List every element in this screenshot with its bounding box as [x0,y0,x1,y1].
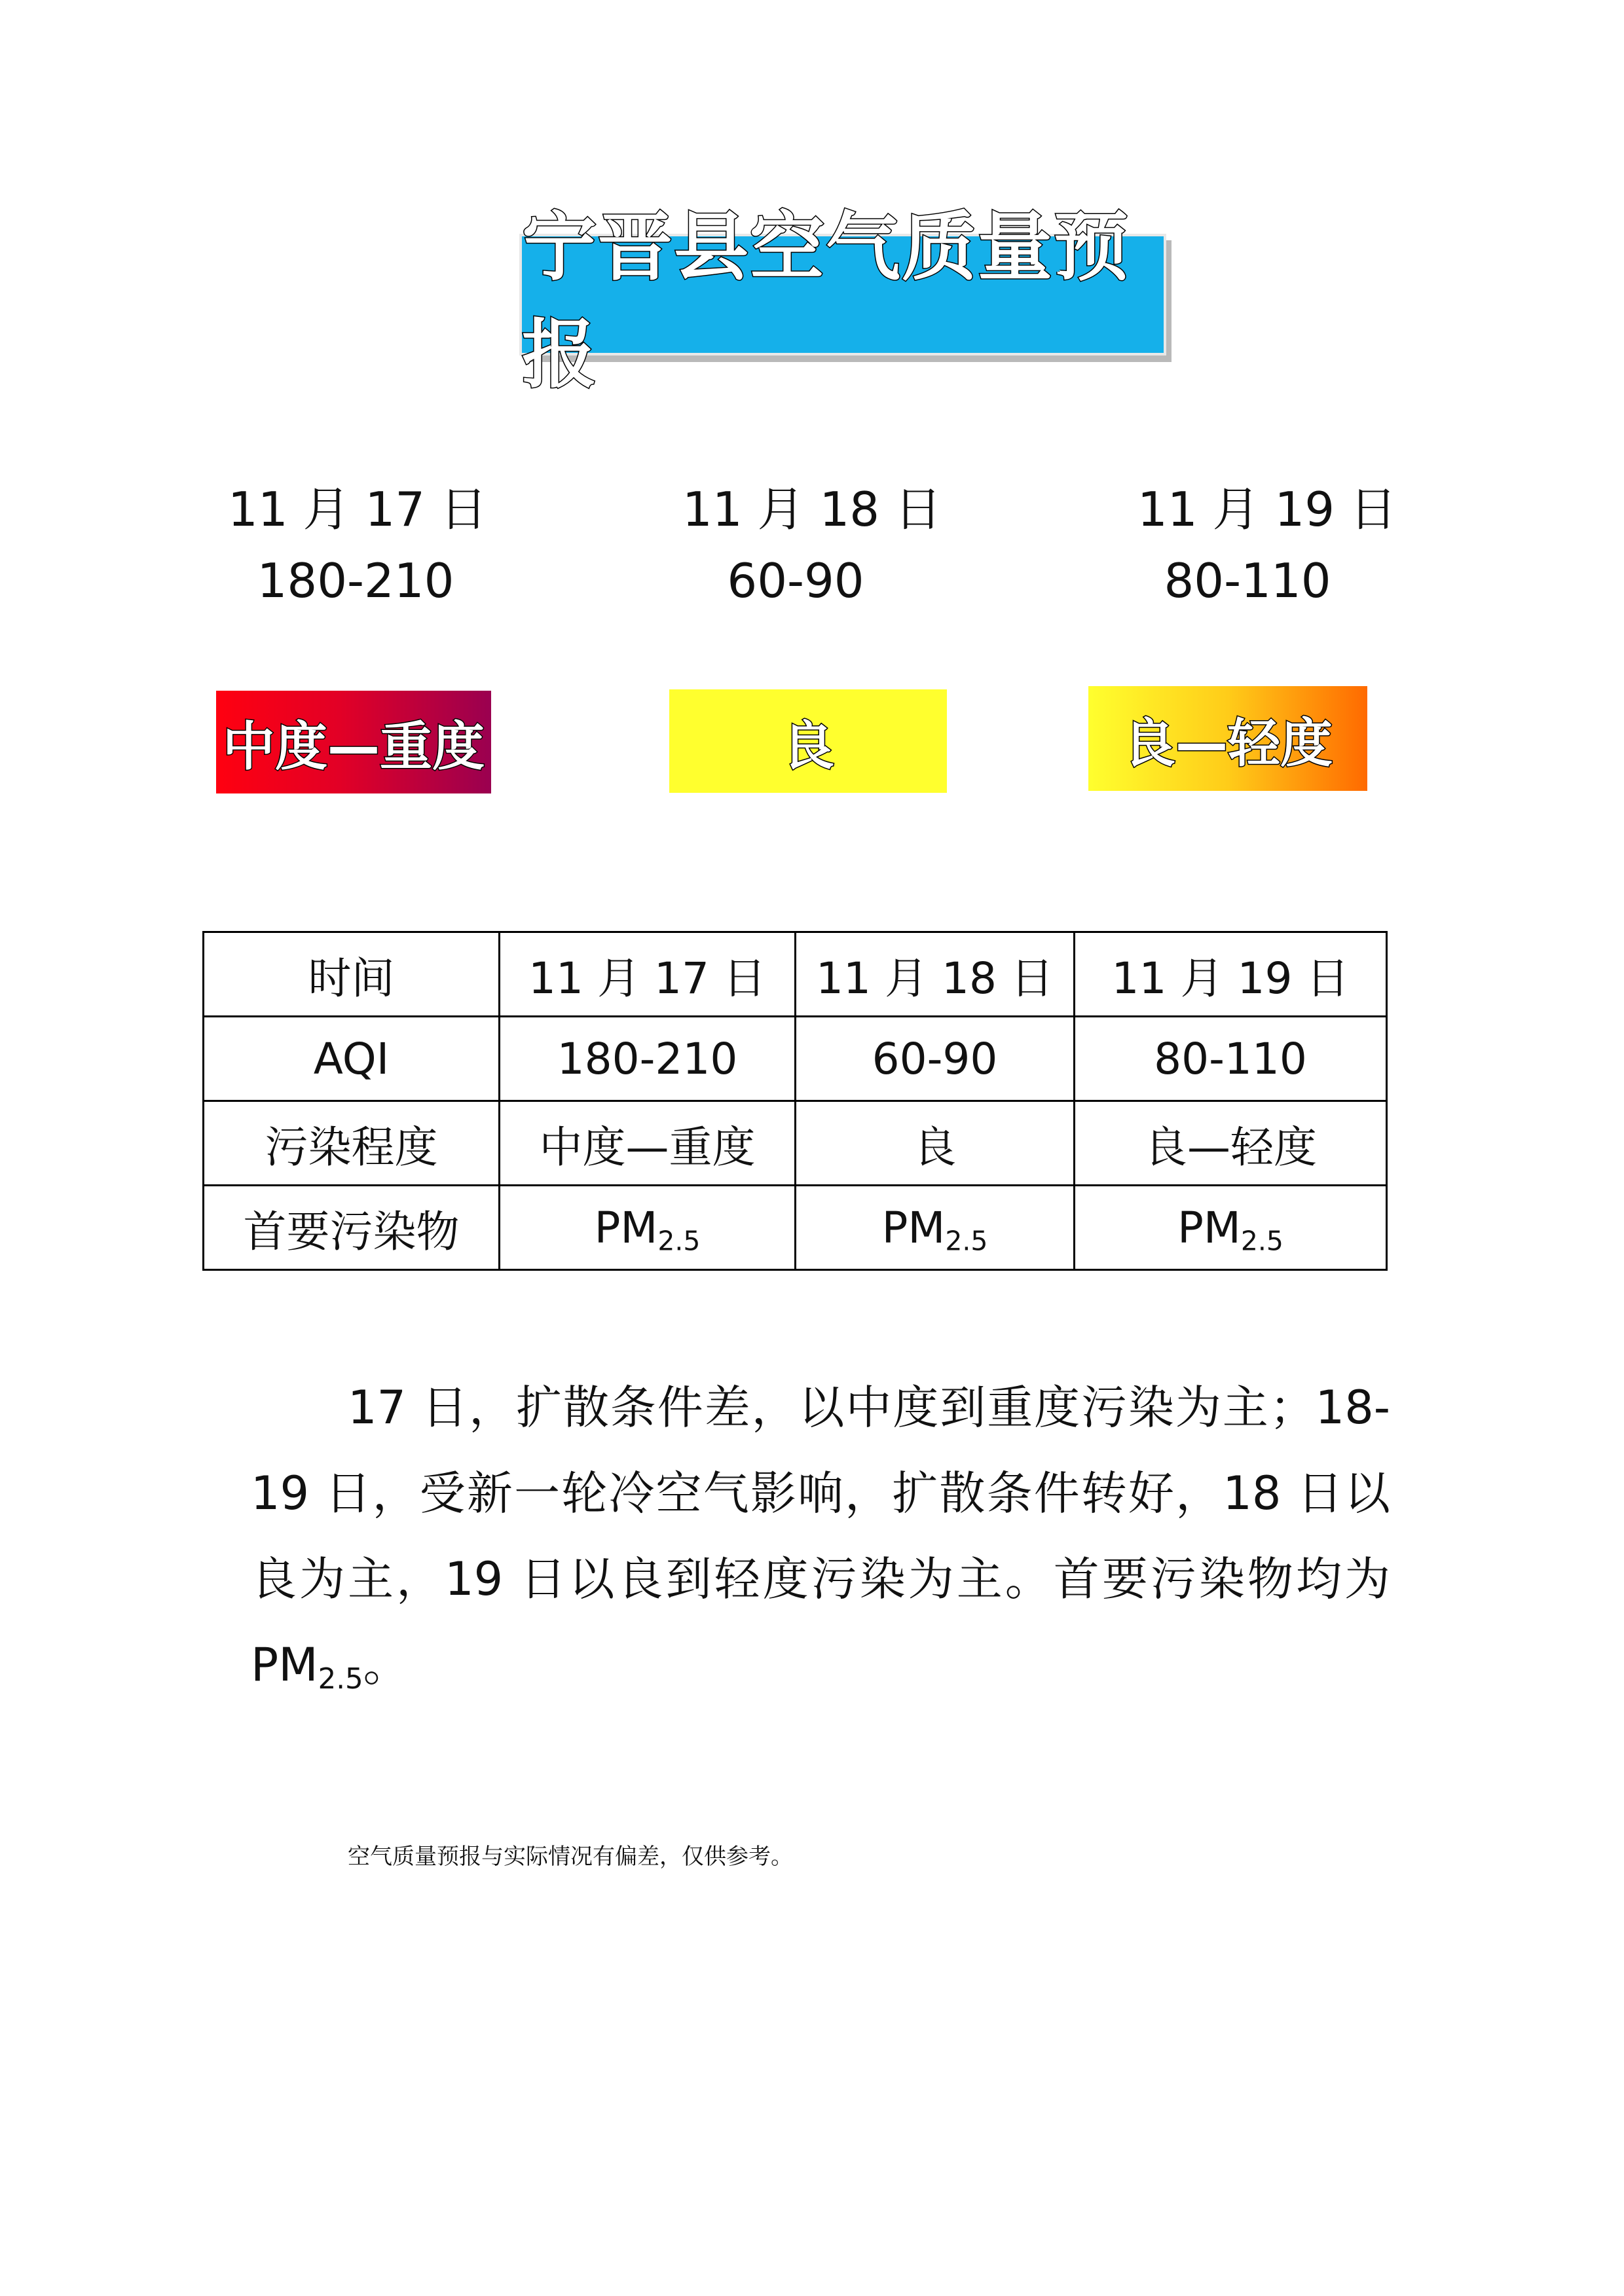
level-badge-heavy [216,691,491,793]
table-row-level [204,1101,1387,1186]
title-banner [519,204,1166,398]
pollutant-sub: 2.5 [1240,1224,1283,1256]
table-cell: 80-110 [1075,1017,1387,1101]
forecast-range-1: 180-210 [257,553,454,608]
table-cell: 11 月 19 日 [1075,932,1387,1017]
pollutant-sub: 2.5 [657,1224,701,1256]
table-cell: 时间 [204,932,500,1017]
level-badge-label: 良—轻度 [1123,712,1333,774]
pollutant-main: PM [1177,1202,1241,1253]
pollutant-main: PM [881,1202,946,1253]
page-title: 宁晋县空气质量预报 [522,204,1130,398]
table-cell: 11 月 17 日 [500,932,796,1017]
forecast-date-1: 11 月 17 日 [228,482,487,537]
forecast-range-3: 80-110 [1164,553,1331,608]
table-cell: 良—轻度 [1075,1101,1387,1186]
forecast-range-2: 60-90 [727,553,864,608]
table-cell: 首要污染物 [204,1186,500,1270]
level-badge-good [669,689,947,793]
table-row-pollutant [204,1186,1387,1270]
table-cell: 污染程度 [204,1101,500,1186]
aqi-table [202,931,1388,1271]
forecast-summary [251,1365,1390,1708]
level-badge-light [1088,686,1367,791]
summary-end: 。 [363,1638,409,1692]
table-cell [796,1186,1075,1270]
pollutant-sub: 2.5 [945,1224,988,1256]
table-cell: 60-90 [796,1017,1075,1101]
table-cell: 180-210 [500,1017,796,1101]
forecast-date-2: 11 月 18 日 [682,482,942,537]
disclaimer-note: 空气质量预报与实际情况有偏差，仅供参考。 [348,1844,793,1870]
table-cell: 11 月 18 日 [796,932,1075,1017]
table-cell [500,1186,796,1270]
summary-text: 17 日，扩散条件差，以中度到重度污染为主；18-19 日，受新一轮冷空气影响，扩散条件转好，18 日以良为主，19 日以良到轻度污染为主。首要污染物均为 [251,1381,1390,1606]
table-row-aqi [204,1017,1387,1101]
table-row-header [204,932,1387,1017]
table-cell: 良 [796,1101,1075,1186]
table-cell [1075,1186,1387,1270]
level-badge-label: 良 [782,715,834,776]
table-cell: 中度—重度 [500,1101,796,1186]
forecast-date-3: 11 月 19 日 [1137,482,1397,537]
level-badge-label: 中度—重度 [223,716,485,777]
pollutant-main: PM [594,1202,658,1253]
summary-pollutant-main: PM [251,1638,318,1692]
table-cell: AQI [204,1017,500,1101]
summary-pollutant-sub: 2.5 [318,1663,363,1696]
